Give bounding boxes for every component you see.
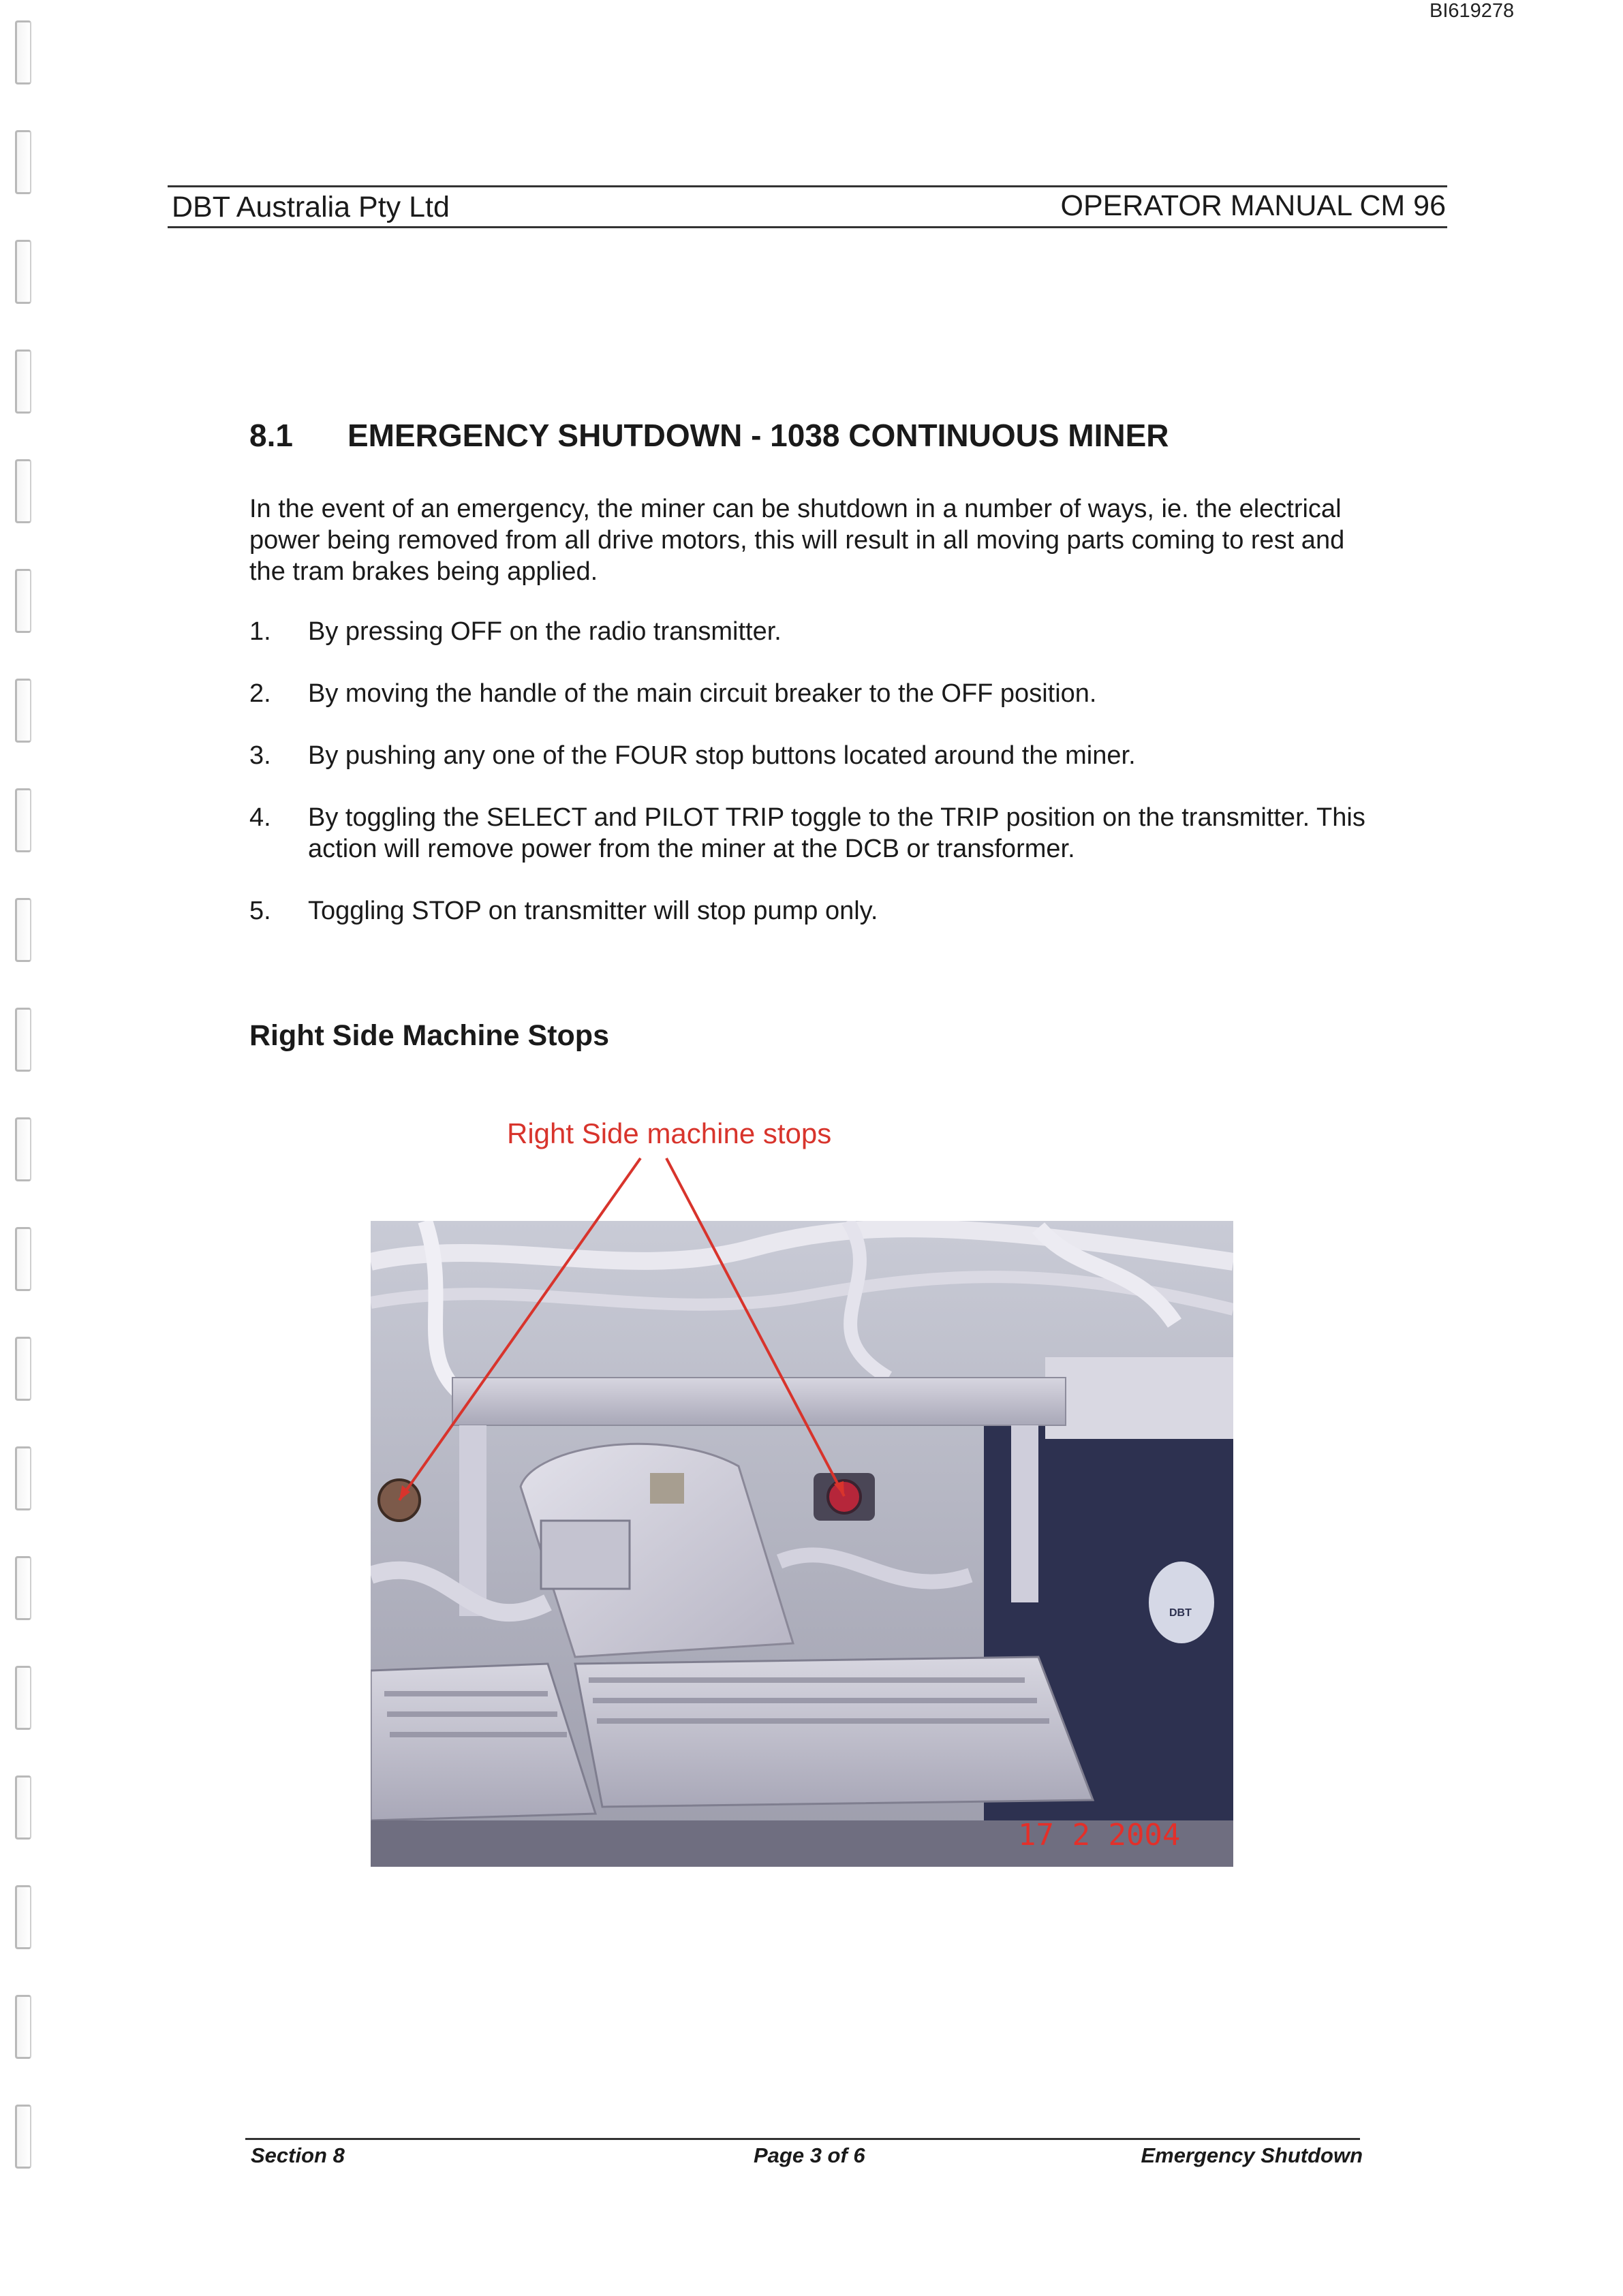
section-number: 8.1 <box>249 418 293 453</box>
binding-ring <box>15 1775 31 1840</box>
binding-ring <box>15 240 31 304</box>
subheading-right-side-stops: Right Side Machine Stops <box>249 1019 609 1052</box>
step-text: Toggling STOP on transmitter will stop pump only. <box>308 897 878 925</box>
binding-ring <box>15 1995 31 2059</box>
list-item <box>249 895 1408 927</box>
binding-ring <box>15 1556 31 1620</box>
binding-ring <box>15 130 31 194</box>
section-title: EMERGENCY SHUTDOWN - 1038 CONTINUOUS MINER <box>347 418 1169 453</box>
machine-photo <box>371 1221 1233 1867</box>
step-number: 5. <box>249 897 271 925</box>
intro-paragraph: In the event of an emergency, the miner can be shutdown in a number of ways, ie. the electrical power being removed from all drive motors, this will result in all moving parts coming to rest and the tram brakes being applied. <box>249 495 1345 586</box>
step-text: By moving the handle of the main circuit breaker to the OFF position. <box>308 679 1097 708</box>
footer-topic: Emergency Shutdown <box>1141 2143 1363 2167</box>
binding-ring <box>15 1885 31 1949</box>
header-company: DBT Australia Pty Ltd <box>172 191 450 223</box>
left-stop-button-icon <box>379 1480 420 1521</box>
binding-ring <box>15 1446 31 1510</box>
step-text: By toggling the SELECT and PILOT TRIP toggle to the TRIP position on the transmitter. This action will remove power from the miner at the DCB or transformer. <box>308 803 1365 863</box>
header-rule-top <box>168 185 1447 187</box>
step-number: 2. <box>249 679 271 708</box>
binding-ring <box>15 679 31 743</box>
document-id: BI619278 <box>1429 0 1515 22</box>
binding-ring <box>15 2105 31 2169</box>
footer-section: Section 8 <box>251 2143 345 2167</box>
binding-ring <box>15 788 31 852</box>
binding-ring <box>15 1337 31 1401</box>
right-stop-button-icon <box>828 1480 861 1513</box>
binding-ring <box>15 459 31 523</box>
binding-ring <box>15 1666 31 1730</box>
step-text: By pushing any one of the FOUR stop buttons located around the miner. <box>308 741 1136 770</box>
section-heading <box>249 417 1169 454</box>
ring-binding <box>15 20 35 2262</box>
step-text: By pressing OFF on the radio transmitter. <box>308 617 782 646</box>
list-item <box>249 802 1408 865</box>
step-number: 4. <box>249 803 271 832</box>
binding-ring <box>15 1117 31 1181</box>
step-number: 3. <box>249 741 271 770</box>
dbt-badge-label: DBT <box>1169 1607 1192 1619</box>
binding-ring <box>15 1227 31 1291</box>
list-item <box>249 740 1408 771</box>
photo-date-stamp: 17 2 2004 <box>1018 1818 1181 1852</box>
figure-callout-label: Right Side machine stops <box>507 1117 832 1149</box>
footer-rule <box>245 2138 1360 2140</box>
footer-page-number: Page 3 of 6 <box>754 2143 865 2167</box>
binding-ring <box>15 898 31 962</box>
binding-ring <box>15 1008 31 1072</box>
machine-photo-drawing <box>371 1221 1233 1867</box>
dbt-badge-icon <box>1149 1562 1214 1643</box>
list-item <box>249 616 1408 647</box>
header-rule-bottom <box>168 226 1447 228</box>
binding-ring <box>15 569 31 633</box>
step-number: 1. <box>249 617 271 646</box>
header-manual-title: OPERATOR MANUAL CM 96 <box>1060 189 1446 222</box>
list-item <box>249 678 1408 709</box>
binding-ring <box>15 20 31 84</box>
shutdown-steps-list <box>249 616 1408 957</box>
binding-ring <box>15 350 31 414</box>
